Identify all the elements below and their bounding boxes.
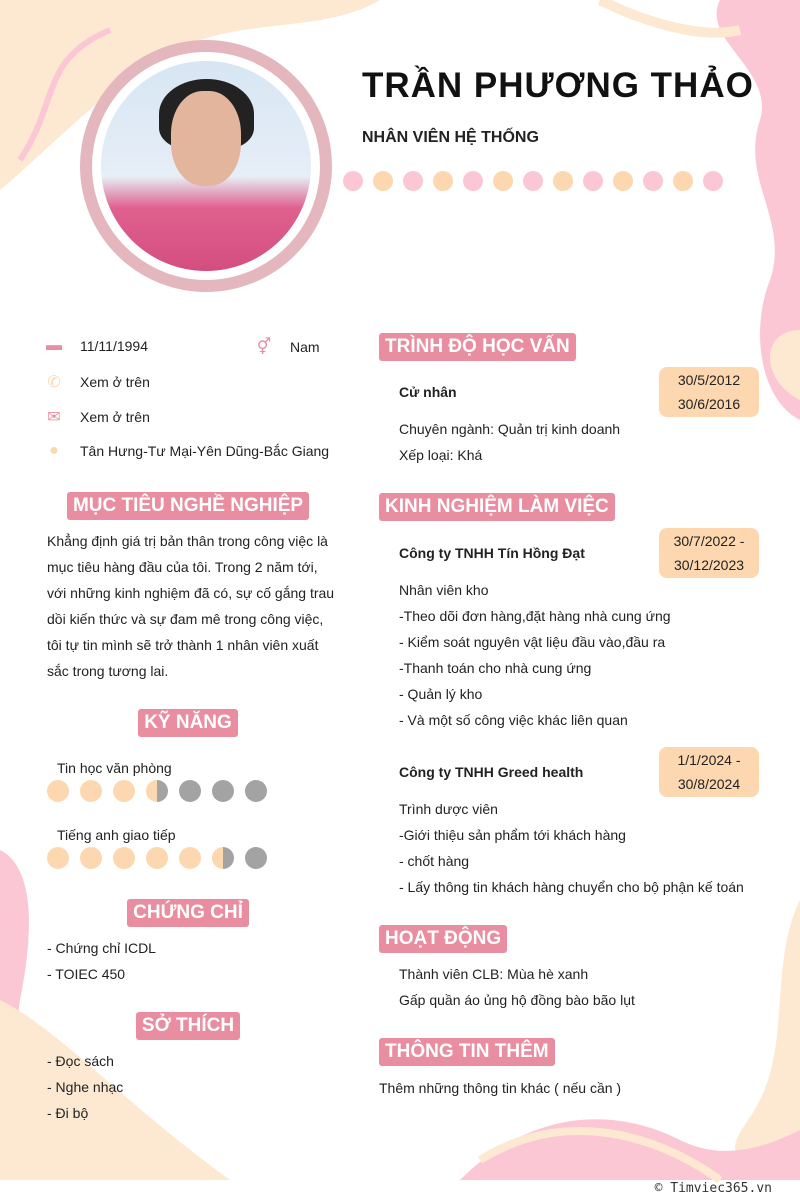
job-title: NHÂN VIÊN HỆ THỐNG	[362, 129, 539, 146]
objective-line: sắc trong tương lai.	[47, 663, 169, 679]
education-heading: TRÌNH ĐỘ HỌC VẤN	[379, 333, 576, 361]
job-line: Nhân viên kho	[399, 582, 489, 598]
job-line: - Quản lý kho	[399, 686, 483, 702]
skill-dot	[212, 847, 234, 869]
skill-dot	[179, 780, 201, 802]
certificates-heading: CHỨNG CHỈ	[127, 899, 249, 927]
objective-line: dồi kiến thức và sự đam mê trong công việc,	[47, 611, 324, 627]
job-line: -Thanh toán cho nhà cung ứng	[399, 660, 592, 676]
skill-dot	[113, 847, 135, 869]
skills-heading: KỸ NĂNG	[138, 709, 238, 737]
activity-line: Thành viên CLB: Mùa hè xanh	[399, 966, 589, 982]
skill-rating	[47, 780, 267, 802]
job-line: -Theo dõi đơn hàng,đặt hàng nhà cung ứng	[399, 608, 671, 624]
start-date: 30/7/2022 -	[673, 533, 745, 549]
objective-line: với những kinh nghiệm đã có, sự cố gắng trau	[47, 585, 335, 601]
hobby-item: - Nghe nhạc	[47, 1079, 124, 1095]
activity-line: Gấp quần áo ủng hộ đồng bào bão lụt	[399, 992, 635, 1008]
birthday: 11/11/1994	[80, 338, 148, 354]
skill-dot	[113, 780, 135, 802]
objective-line: mục tiêu hàng đầu của tôi. Trong 2 năm tới,	[47, 559, 318, 575]
objective-line: tôi tự tin mình sẽ trở thành 1 nhân viên xuất	[47, 637, 319, 653]
skill-dot	[245, 847, 267, 869]
company-name: Công ty TNHH Tín Hồng Đạt	[399, 545, 585, 561]
email-row	[44, 407, 150, 427]
job-description	[399, 577, 671, 733]
experience-heading: KINH NGHIỆM LÀM VIỆC	[379, 493, 615, 521]
address-row	[44, 442, 329, 460]
hobbies-heading: SỞ THÍCH	[136, 1012, 240, 1040]
end-date: 30/12/2023	[673, 557, 745, 573]
end-date: 30/6/2016	[677, 396, 741, 412]
skill-dot	[179, 847, 201, 869]
hobby-item: - Đọc sách	[47, 1053, 114, 1069]
additional-info-heading: THÔNG TIN THÊM	[379, 1038, 555, 1066]
location-pin-icon: ●	[49, 442, 59, 459]
education-dates	[659, 367, 759, 417]
skill-dot	[245, 780, 267, 802]
objective-heading: MỤC TIÊU NGHỀ NGHIỆP	[67, 492, 309, 520]
start-date: 30/5/2012	[677, 372, 741, 388]
start-date: 1/1/2024 -	[677, 752, 741, 768]
degree: Cử nhân	[399, 384, 457, 400]
decorative-dots	[343, 171, 723, 191]
job-line: - Lấy thông tin khách hàng chuyển cho bộ phận kế toán	[399, 879, 744, 895]
education-line: Xếp loại: Khá	[399, 447, 483, 463]
skill-dot	[146, 847, 168, 869]
hobby-item: - Đi bộ	[47, 1105, 89, 1121]
additional-info-text: Thêm những thông tin khác ( nếu cần )	[379, 1080, 622, 1096]
certificate-item: - Chứng chỉ ICDL	[47, 940, 156, 956]
activities-heading: HOẠT ĐỘNG	[379, 925, 507, 953]
certificate-item: - TOIEC 450	[47, 966, 126, 982]
skill-dot	[47, 847, 69, 869]
birthday-row	[44, 337, 148, 355]
objective-line: Khẳng định giá trị bản thân trong công việc là	[47, 533, 328, 549]
job-line: Trình dược viên	[399, 801, 498, 817]
skill-dot	[146, 780, 168, 802]
job-line: - chốt hàng	[399, 853, 470, 869]
job-line: -Giới thiệu sản phẩm tới khách hàng	[399, 827, 626, 843]
objective-text	[47, 528, 334, 684]
skill-name: Tin học văn phòng	[57, 760, 172, 776]
skill-name: Tiếng anh giao tiếp	[57, 827, 176, 843]
footer-watermark: © Timviec365.vn	[654, 1181, 772, 1196]
phone-row	[44, 372, 150, 392]
phone-icon: ✆	[47, 374, 61, 391]
job-description	[399, 796, 744, 900]
phone: Xem ở trên	[80, 374, 150, 390]
job-line: - Và một số công việc khác liên quan	[399, 712, 628, 728]
skill-dot	[47, 780, 69, 802]
end-date: 30/8/2024	[677, 776, 741, 792]
skill-dot	[80, 780, 102, 802]
skill-dot	[212, 780, 234, 802]
email: Xem ở trên	[80, 409, 150, 425]
cake-icon: ▬	[46, 337, 62, 354]
profile-photo	[80, 40, 332, 292]
skill-rating	[47, 847, 267, 869]
full-name: TRẦN PHƯƠNG THẢO	[362, 66, 754, 105]
company-name: Công ty TNHH Greed health	[399, 764, 584, 780]
address: Tân Hưng-Tư Mại-Yên Dũng-Bắc Giang	[80, 443, 330, 459]
gender-icon: ⚥	[256, 339, 272, 356]
job-line: - Kiểm soát nguyên vật liệu đầu vào,đầu ra	[399, 634, 666, 650]
gender: Nam	[290, 339, 320, 355]
job-dates	[659, 747, 759, 797]
job-dates	[659, 528, 759, 578]
envelope-icon: ✉	[47, 409, 61, 426]
education-line: Chuyên ngành: Quản trị kinh doanh	[399, 421, 621, 437]
gender-row	[254, 337, 320, 357]
skill-dot	[80, 847, 102, 869]
